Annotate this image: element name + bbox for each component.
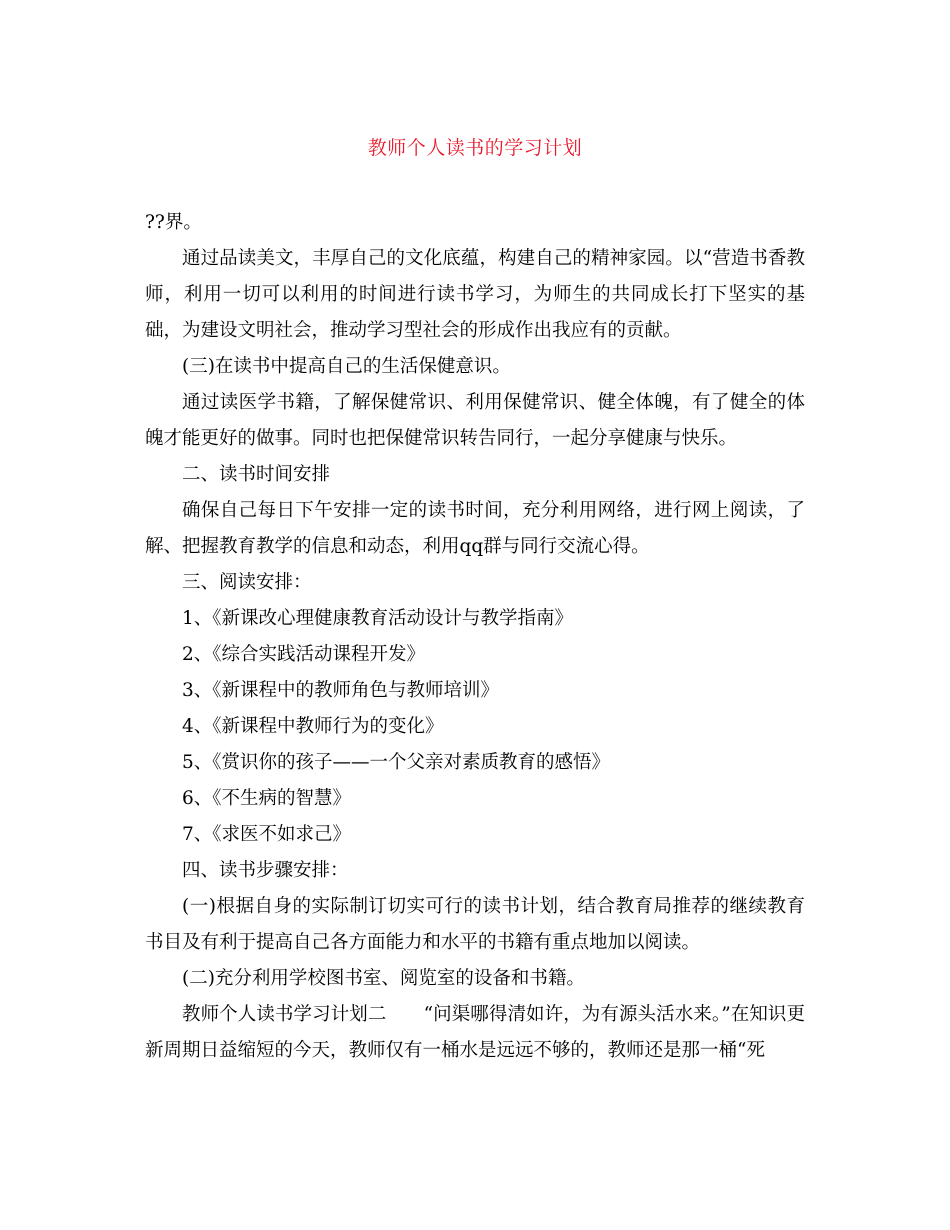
paragraph: 通过读医学书籍，了解保健常识、利用保健常识、健全体魄，有了健全的体魄才能更好的做事。同时也把保健常识转告同行，一起分享健康与快乐。 [145,392,805,449]
paragraph: (一)根据自身的实际制订切实可行的读书计划，结合教育局推荐的继续教育书目及有利于提高自己各方面能力和水平的书籍有重点地加以阅读。 [145,896,805,953]
document-title: 教师个人读书的学习计划 [367,137,583,159]
section-heading: 四、读书步骤安排： [182,860,349,881]
paragraph: 教师个人读书学习计划二 “问渠哪得清如许，为有源头活水来。”在知识更新周期日益缩短的今天，教师仅有一桶水是远远不够的，教师还是那一桶“死 [145,1004,805,1061]
document-body [145,205,805,1069]
list-item: 5、《赏识你的孩子——一个父亲对素质教育的感悟》 [182,752,611,773]
section-heading: 二、读书时间安排 [182,464,331,485]
paragraph: (二)充分利用学校图书室、阅览室的设备和书籍。 [182,968,585,989]
paragraph: ??界。 [145,212,202,233]
section-heading: (三)在读书中提高自己的生活保健意识。 [182,356,511,377]
list-item: 7、《求医不如求己》 [182,824,352,845]
section-heading: 三、阅读安排： [182,572,312,593]
paragraph: 通过品读美文，丰厚自己的文化底蕴，构建自己的精神家园。以“营造书香教师，利用一切可以利用的时间进行读书学习，为师生的共同成长打下坚实的基础，为建设文明社会，推动学习型社会的形成作出我应有的贡献。 [145,248,805,341]
list-item: 6、《不生病的智慧》 [182,788,352,809]
list-item: 2、《综合实践活动课程开发》 [182,644,426,665]
list-item: 1、《新课改心理健康教育活动设计与教学指南》 [182,608,574,629]
paragraph: 确保自己每日下午安排一定的读书时间，充分利用网络，进行网上阅读，了解、把握教育教学的信息和动态，利用qq群与同行交流心得。 [145,500,805,557]
list-item: 4、《新课程中教师行为的变化》 [182,716,444,737]
list-item: 3、《新课程中的教师角色与教师培训》 [182,680,500,701]
